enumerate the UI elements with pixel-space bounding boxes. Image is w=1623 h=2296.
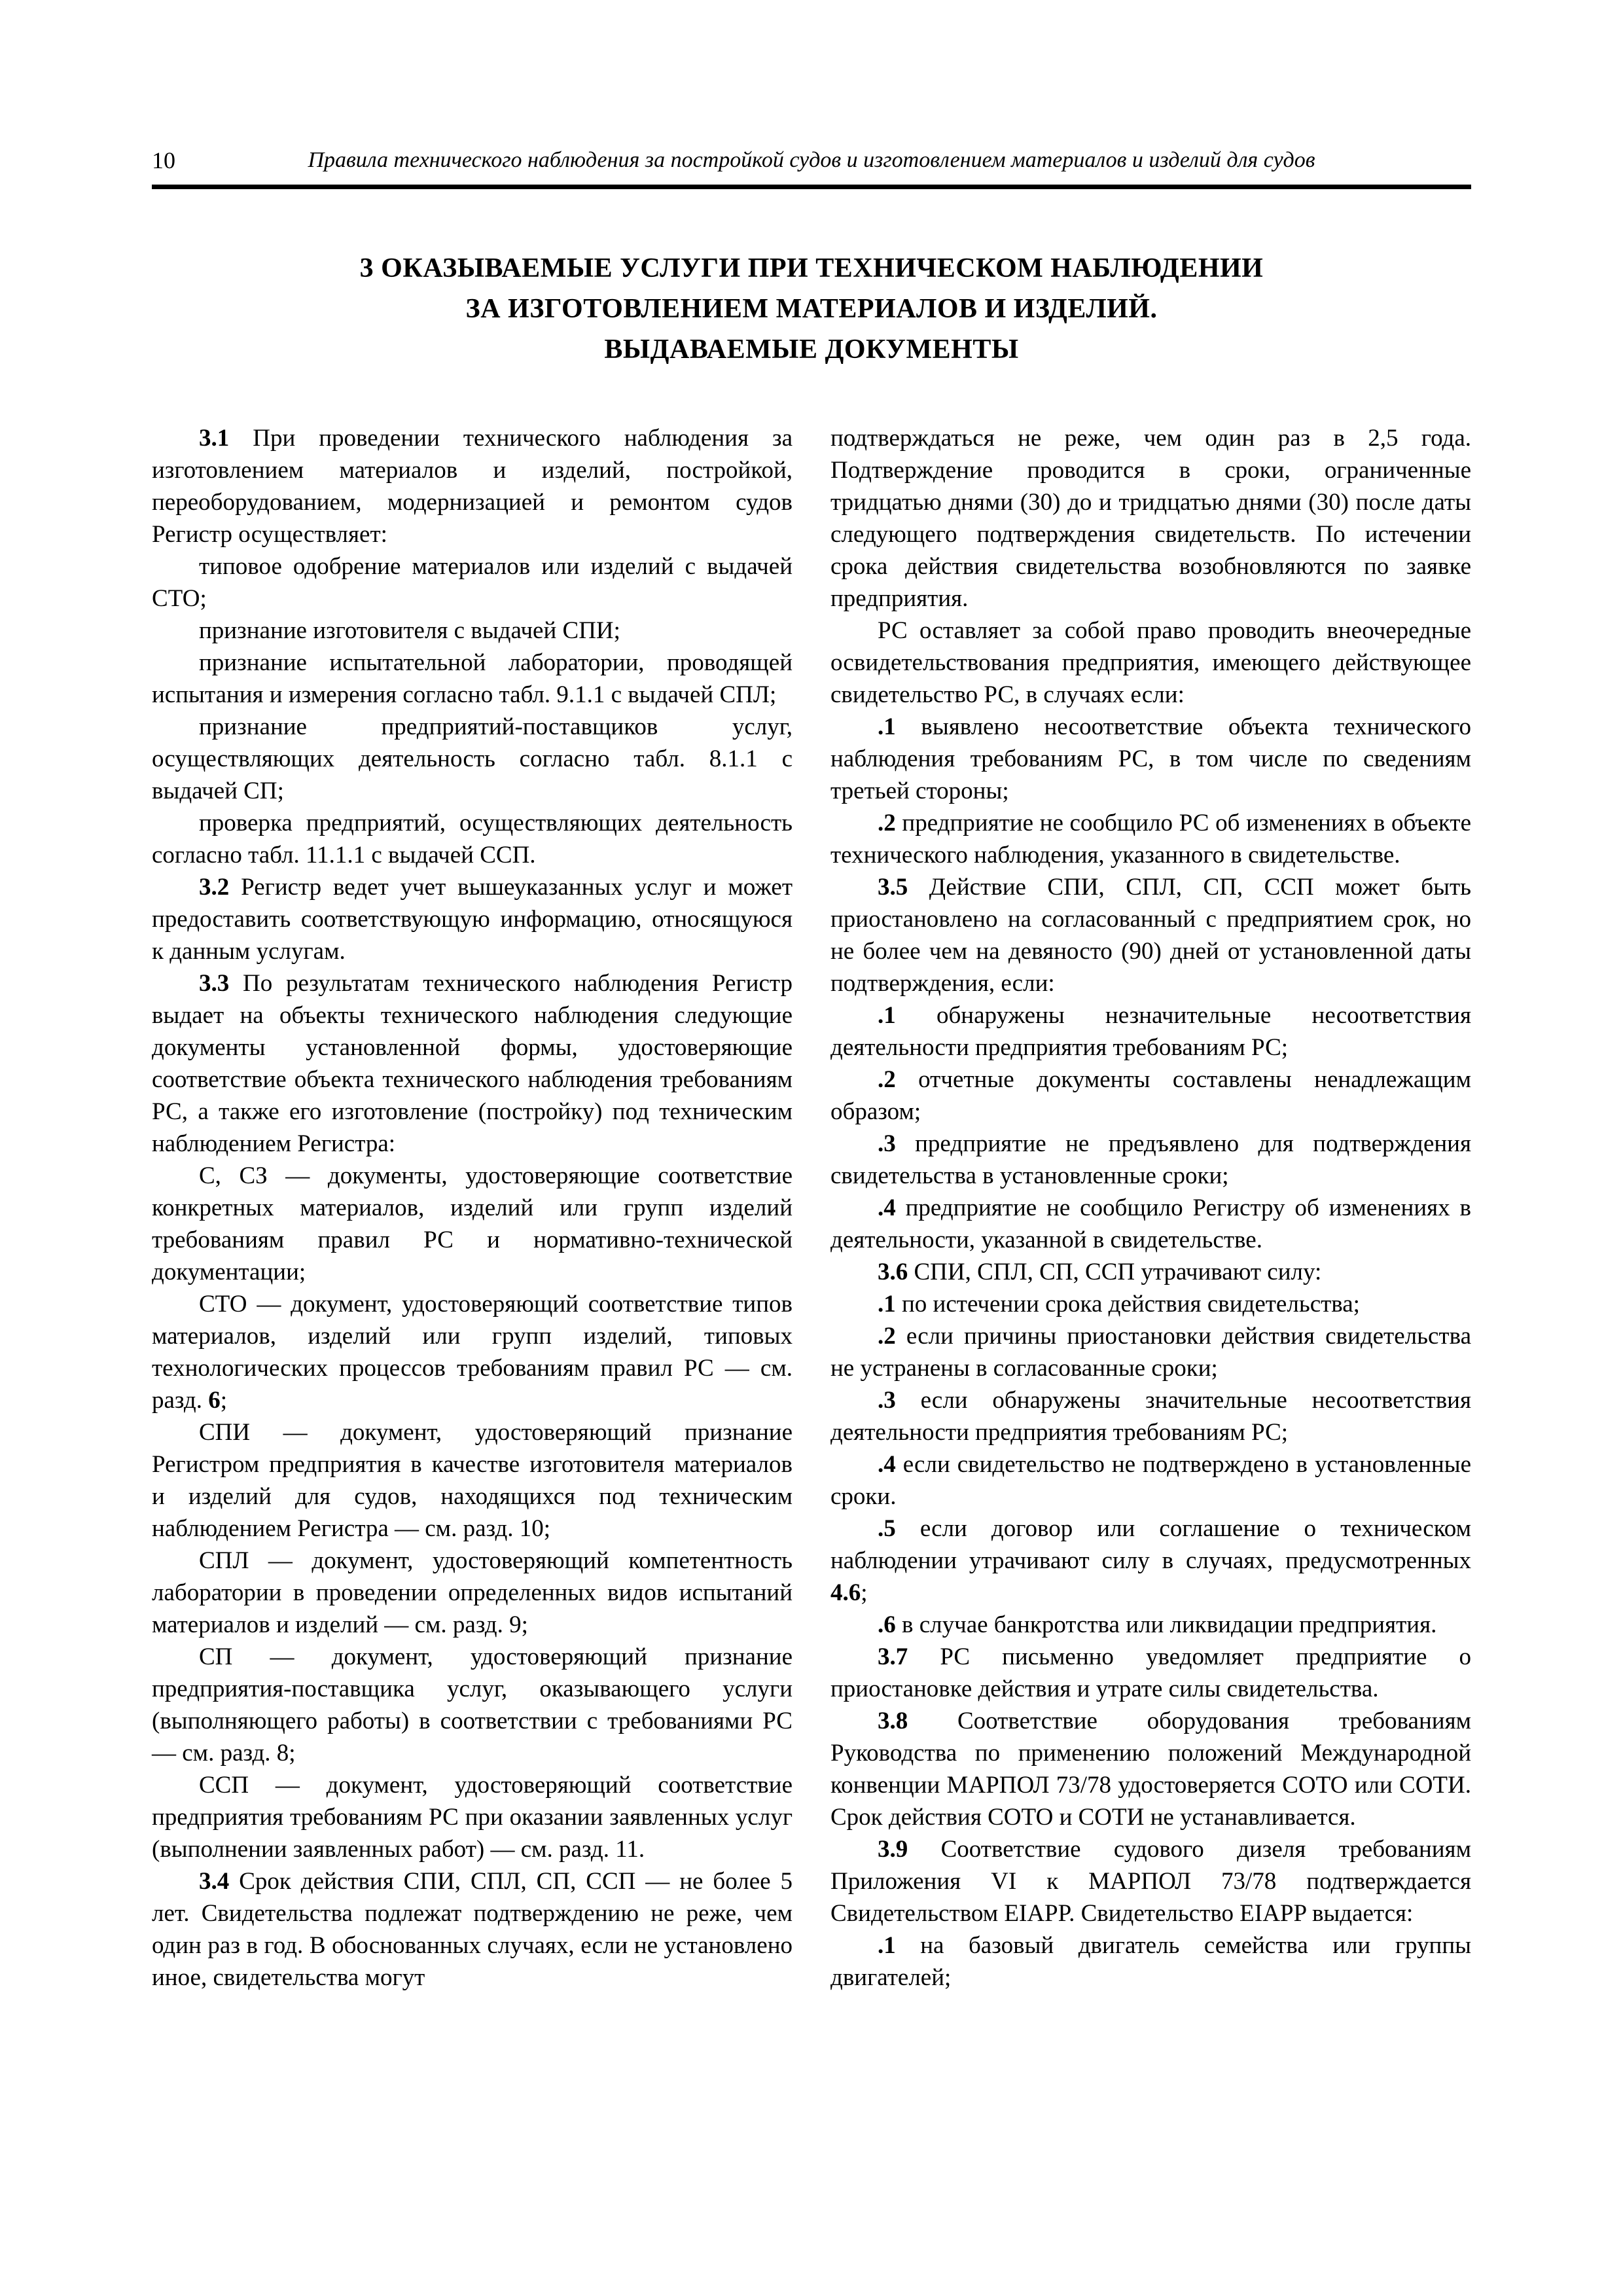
paragraph-text: При проведении технического наблюдения за изготовлением материалов и изделий, постройкой, переоборудованием, модернизацией и ремонтом судов Регистр осуществляет: [152, 425, 793, 548]
paragraph [830, 1609, 1471, 1641]
paragraph [152, 871, 793, 967]
paragraph-number: .1 [878, 713, 896, 740]
section-title-line-2: ЗА ИЗГОТОВЛЕНИЕМ МАТЕРИАЛОВ И ИЗДЕЛИЙ. [465, 294, 1158, 324]
paragraph [830, 1833, 1471, 1929]
paragraph-text: предприятие не сообщило Регистру об изменениях в деятельности, указанной в свидетельстве. [830, 1194, 1471, 1253]
paragraph-number: 3.9 [878, 1836, 908, 1863]
paragraph [152, 967, 793, 1160]
paragraph-text: РС письменно уведомляет предприятие о приостановке действия и утрате силы свидетельства. [830, 1643, 1471, 1702]
running-title: Правила технического наблюдения за постройкой судов и изготовлением материалов и изделий для судов [308, 148, 1315, 172]
paragraph [830, 999, 1471, 1064]
paragraph [830, 615, 1471, 711]
paragraph-number: .1 [878, 1932, 896, 1959]
paragraph [152, 711, 793, 807]
paragraph-text: Срок действия СПИ, СПЛ, СП, ССП — не более 5 лет. Свидетельства подлежат подтверждению не реже, чем один раз в год. В обоснованных случаях, если не установлено иное, свидетельства могут [152, 1868, 793, 1991]
paragraph-number: 3.8 [878, 1708, 908, 1734]
paragraph-number: .3 [878, 1130, 896, 1157]
paragraph-text: С, СЗ — документы, удостоверяющие соответствие конкретных материалов, изделий или групп изделий требованиям правил РС и нормативно-технической документации; [152, 1162, 793, 1285]
paragraph [830, 1288, 1471, 1320]
paragraph-text: Действие СПИ, СПЛ, СП, ССП может быть приостановлено на согласованный с предприятием срок, но не более чем на девяносто (90) дней от установленной даты подтверждения, если: [830, 874, 1471, 997]
paragraph-number: 3.3 [199, 970, 230, 997]
paragraph [830, 1128, 1471, 1192]
paragraph-text: если обнаружены значительные несоответствия деятельности предприятия требованиям РС; [830, 1387, 1471, 1446]
section-title-line-3: ВЫДАВАЕМЫЕ ДОКУМЕНТЫ [604, 334, 1019, 365]
paragraph [830, 711, 1471, 807]
paragraph-text: предприятие не предъявлено для подтверждения свидетельства в установленные сроки; [830, 1130, 1471, 1189]
paragraph-number: .2 [878, 1323, 896, 1350]
paragraph-number: .4 [878, 1194, 896, 1221]
paragraph-text: СТО — документ, удостоверяющий соответствие типов материалов, изделий или групп изделий, типовых технологических процессов требованиям правил РС — см. разд. [152, 1291, 793, 1414]
column-right [830, 422, 1471, 1994]
paragraph-number: 4.6 [830, 1579, 861, 1606]
paragraph-number: .2 [878, 810, 896, 836]
paragraph [830, 1929, 1471, 1994]
paragraph-number: .1 [878, 1002, 896, 1029]
paragraph-text: обнаружены незначительные несоответствия деятельности предприятия требованиям РС; [830, 1002, 1471, 1061]
paragraph-number: 3.1 [199, 425, 230, 452]
paragraph-text: в случае банкротства или ликвидации предприятия. [895, 1611, 1437, 1638]
paragraph-number: 3.5 [878, 874, 908, 901]
paragraph [830, 1320, 1471, 1384]
body-columns [152, 422, 1471, 1994]
paragraph-text: проверка предприятий, осуществляющих деятельность согласно табл. 11.1.1 с выдачей ССП. [152, 810, 793, 869]
paragraph [830, 807, 1471, 871]
paragraph-text: признание изготовителя с выдачей СПИ; [199, 617, 620, 644]
paragraph-text: ; [220, 1387, 227, 1414]
paragraph [152, 1865, 793, 1994]
paragraph [152, 1416, 793, 1545]
paragraph-text: на базовый двигатель семейства или группы двигателей; [830, 1932, 1471, 1991]
paragraph [830, 1448, 1471, 1513]
paragraph [830, 1192, 1471, 1256]
paragraph [152, 422, 793, 550]
paragraph-text: Соответствие оборудования требованиям Руководства по применению положений Международной конвенции МАРПОЛ 73/78 удостоверяется СОТО или СОТИ. Срок действия СОТО и СОТИ не устанавливается. [830, 1708, 1471, 1831]
paragraph [830, 871, 1471, 999]
paragraph [830, 1513, 1471, 1609]
paragraph-text: ; [861, 1579, 868, 1606]
paragraph-text: выявлено несоответствие объекта технического наблюдения требованиям РС, в том числе по сведениям третьей стороны; [830, 713, 1471, 804]
paragraph [152, 550, 793, 615]
paragraph-number: .4 [878, 1451, 896, 1478]
paragraph-text: РС оставляет за собой право проводить внеочередные освидетельствования предприятия, имеющего действующее свидетельство РС, в случаях если: [830, 617, 1471, 708]
paragraph [830, 1384, 1471, 1448]
paragraph [152, 807, 793, 871]
paragraph [152, 1769, 793, 1865]
paragraph-text: если причины приостановки действия свидетельства не устранены в согласованные сроки; [830, 1323, 1471, 1382]
section-title-line-1: 3 ОКАЗЫВАЕМЫЕ УСЛУГИ ПРИ ТЕХНИЧЕСКОМ НАБЛЮДЕНИИ [359, 253, 1264, 283]
paragraph-text: Регистр ведет учет вышеуказанных услуг и может предоставить соответствующую информацию, относящуюся к данным услугам. [152, 874, 793, 965]
header-rule [152, 185, 1471, 189]
paragraph-text: СПИ, СПЛ, СП, ССП утрачивают силу: [908, 1259, 1322, 1285]
paragraph [830, 1641, 1471, 1705]
paragraph [152, 1641, 793, 1769]
paragraph-number: 3.7 [878, 1643, 908, 1670]
paragraph-text: признание испытательной лаборатории, проводящей испытания и измерения согласно табл. 9.1.1 с выдачей СПЛ; [152, 649, 793, 708]
paragraph-text: подтверждаться не реже, чем один раз в 2,5 года. Подтверждение проводится в сроки, ограниченные тридцатью днями (30) до и тридцатью днями (30) после даты следующего подтверждения свидетельств. По истечении срока действия свидетельства возобновляются по заявке предприятия. [830, 425, 1471, 612]
paragraph-number: .3 [878, 1387, 896, 1414]
paragraph-text: типовое одобрение материалов или изделий с выдачей СТО; [152, 553, 793, 612]
paragraph [152, 1160, 793, 1288]
page-number: 10 [152, 147, 175, 173]
paragraph [152, 1545, 793, 1641]
paragraph [152, 1288, 793, 1416]
paragraph-number: 3.6 [878, 1259, 908, 1285]
paragraph-text: отчетные документы составлены ненадлежащим образом; [830, 1066, 1471, 1125]
paragraph [830, 1705, 1471, 1833]
paragraph-text: СП — документ, удостоверяющий признание предприятия-поставщика услуг, оказывающего услуги (выполняющего работы) в соответствии с требованиями РС — см. разд. 8; [152, 1643, 793, 1767]
paragraph-text: предприятие не сообщило РС об изменениях в объекте технического наблюдения, указанного в свидетельстве. [830, 810, 1471, 869]
paragraph-number: .2 [878, 1066, 896, 1093]
paragraph [152, 647, 793, 711]
column-left [152, 422, 793, 1994]
paragraph-text: если договор или соглашение о техническом наблюдении утрачивают силу в случаях, предусмотренных [830, 1515, 1471, 1574]
paragraph-number: .5 [878, 1515, 896, 1542]
paragraph-text: Соответствие судового дизеля требованиям Приложения VI к МАРПОЛ 73/78 подтверждается Свидетельством EIAPP. Свидетельство EIAPP выдается: [830, 1836, 1471, 1927]
paragraph-text: СПИ — документ, удостоверяющий признание Регистром предприятия в качестве изготовителя материалов и изделий для судов, находящихся под техническим наблюдением Регистра — см. разд. 10; [152, 1419, 793, 1542]
paragraph-number: .6 [878, 1611, 896, 1638]
paragraph-text: по истечении срока действия свидетельства; [895, 1291, 1360, 1318]
paragraph-text: СПЛ — документ, удостоверяющий компетентность лаборатории в проведении определенных видов испытаний материалов и изделий — см. разд. 9; [152, 1547, 793, 1638]
paragraph-number: 3.4 [199, 1868, 230, 1895]
paragraph [152, 615, 793, 647]
paragraph-number: 3.2 [199, 874, 230, 901]
paragraph [830, 1064, 1471, 1128]
paragraph-text: По результатам технического наблюдения Регистр выдает на объекты технического наблюдения следующие документы установленной формы, удостоверяющие соответствие объекта технического наблюдения требованиям РС, а также его изготовление (постройку) под техническим наблюдением Регистра: [152, 970, 793, 1157]
paragraph-text: ССП — документ, удостоверяющий соответствие предприятия требованиям РС при оказании заявленных услуг (выполнении заявленных работ) — см. разд. 11. [152, 1772, 793, 1863]
page-header [152, 144, 1471, 177]
paragraph [830, 1256, 1471, 1288]
paragraph-number: .1 [878, 1291, 896, 1318]
paragraph-number: 6 [208, 1387, 221, 1414]
section-title [152, 248, 1471, 370]
paragraph-text: если свидетельство не подтверждено в установленные сроки. [830, 1451, 1471, 1510]
paragraph-text: признание предприятий-поставщиков услуг, осуществляющих деятельность согласно табл. 8.1.1 с выдачей СП; [152, 713, 793, 804]
paragraph [830, 422, 1471, 615]
